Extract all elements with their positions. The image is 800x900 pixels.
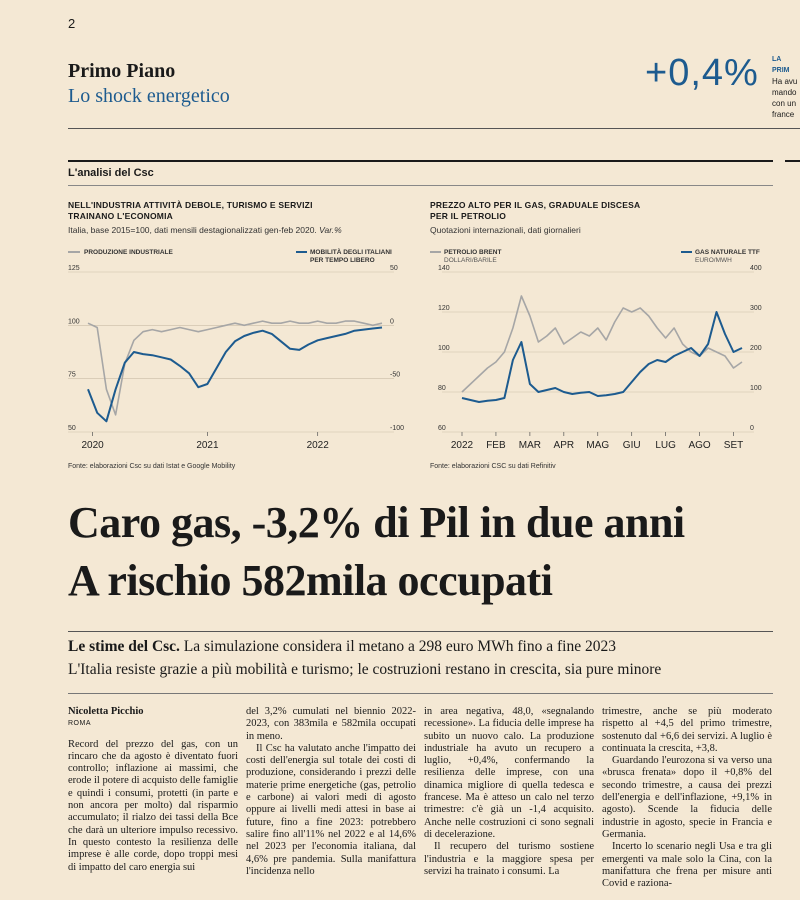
- chart-right-source: Fonte: elaborazioni CSC su dati Refinitiv: [430, 463, 556, 470]
- legend-mobility-line: MOBILITÀ DEGLI ITALIANI: [310, 249, 392, 256]
- analysis-label: L'analisi del Csc: [68, 167, 154, 179]
- sidebar-teaser-title: LA PRIM: [772, 56, 790, 74]
- deck-text: La simulazione considera il metano a 298 euro MWh fino a fine 2023: [179, 638, 616, 655]
- chart-right-series-line-0: [462, 296, 742, 392]
- deck-lead: Le stime del Csc.: [68, 638, 180, 655]
- legend-industrial-production: PRODUZIONE INDUSTRIALE: [84, 249, 173, 256]
- sidebar-stat: +0,4%: [645, 52, 759, 94]
- byline: Nicoletta Picchio: [68, 706, 144, 717]
- chart-left-subtitle-text: Italia, base 2015=100, dati mensili destagionalizzati gen-feb 2020.: [68, 225, 317, 235]
- chart-right-x-tick-label: MAG: [586, 440, 610, 451]
- chart-right-x-tick-label: LUG: [655, 440, 676, 451]
- legend-brent-unit: DOLLARI/BARILE: [444, 257, 497, 264]
- article-column-1: [68, 706, 238, 900]
- chart-left-title-line: TRAINANO L'ECONOMIA: [68, 211, 173, 221]
- sidebar-teaser-line: france: [772, 110, 795, 119]
- paragraph: Il Csc ha valutato anche l'impatto dei costi dell'energia sul totale dei costi di produzione, considerando i prezzi delle materie prime energetiche (gas, petrolio e carbone) ai valori medi di agosto oppure ai livelli medi attesi in base ai future, fino a fine 2023: potrebbero salire fino all'11% nel 2022 e al 14,6% nel 2023 per l'economia italiana, dal 4,6% pre pandemia. Sulla manifattura l'incidenza nello: [246, 742, 416, 877]
- chart-right-y-right-tick-label: 0: [750, 425, 754, 432]
- article-column-3: [424, 706, 594, 900]
- article-column-4: [602, 706, 772, 900]
- legend-ttf-line: GAS NATURALE TTF: [695, 249, 760, 256]
- sidebar-teaser-line: mando: [772, 88, 797, 97]
- paragraph: Guardando l'eurozona si va verso una «brusca frenata» dopo il +0,8% del secondo trimestre, a causa dei prezzi dell'energia e dell'inflazione, +9,1% in agosto). Scende la fiducia delle industrie in agosto, specie in Francia e Germania.: [602, 755, 772, 840]
- chart-right-y-right-tick-label: 300: [750, 305, 762, 312]
- chart-left: [68, 265, 404, 451]
- chart-right-y-left-tick-label: 80: [438, 385, 446, 392]
- paragraph: trimestre, anche se più moderato rispetto al +4,5 del primo trimestre, sostenuto dal +6,6 dei servizi. A luglio è continuata la crescita, +3,8.: [602, 706, 772, 754]
- legend-ttf-unit: EURO/MWH: [695, 257, 732, 264]
- chart-left-y-left-tick-label: 75: [68, 371, 76, 379]
- paragraph: Il recupero del turismo sostiene l'industria e la maggiore spesa per servizi ha trainato i consumi. La: [424, 841, 594, 877]
- sidebar-teaser-line: Ha avu: [772, 77, 798, 86]
- chart-left-y-left-tick-label: 50: [68, 425, 76, 432]
- headline-line-2: A rischio 582mila occupati: [68, 556, 553, 605]
- section-title: Primo Piano: [68, 60, 176, 82]
- chart-right-title-line: PER IL PETROLIO: [430, 211, 507, 221]
- chart-left-x-tick-label: 2021: [196, 440, 219, 451]
- chart-right-y-right-tick-label: 200: [750, 345, 762, 352]
- deck-line-1: [68, 638, 616, 656]
- chart-right-x-tick-label: SET: [723, 440, 744, 451]
- chart-left-y-left-tick-label: 100: [68, 318, 80, 326]
- chart-right-y-left-tick-label: 60: [438, 425, 446, 432]
- chart-right-x-tick-label: FEB: [486, 440, 506, 451]
- chart-left-x-tick-label: 2022: [306, 440, 329, 451]
- page-number: 2: [68, 16, 76, 31]
- body-divider: [68, 693, 773, 694]
- chart-left-y-left-tick-label: 125: [68, 265, 80, 272]
- chart-right-x-tick-label: AGO: [688, 440, 711, 451]
- headline-line-1: Caro gas, -3,2% di Pil in due anni: [68, 498, 685, 547]
- chart-right-x-tick-label: MAR: [518, 440, 541, 451]
- paragraph: Incerto lo scenario negli Usa e tra gli emergenti va male solo la Cina, con la manifattura che frena per misure anti Covid e raziona-: [602, 841, 772, 890]
- chart-left-y-right-tick-label: -100: [390, 425, 405, 432]
- chart-right-subtitle: Quotazioni internazionali, dati giornalieri: [430, 225, 581, 235]
- chart-right-y-left-tick-label: 120: [438, 305, 450, 312]
- chart-right-y-left-tick-label: 140: [438, 265, 450, 272]
- chart-left-series-line-1: [88, 328, 382, 422]
- article-column-2: [246, 706, 416, 900]
- legend-brent-line: PETROLIO BRENT: [444, 249, 502, 256]
- deck-line-2: L'Italia resiste grazie a più mobilità e turismo; le costruzioni restano in crescita, sia pure minore: [68, 661, 662, 678]
- chart-right-series-line-1: [462, 312, 742, 402]
- chart-right-x-tick-label: GIU: [622, 440, 641, 451]
- chart-left-y-right-tick-label: 0: [390, 318, 394, 326]
- chart-left-x-tick-label: 2020: [81, 440, 104, 451]
- chart-right-x-tick-label: APR: [553, 440, 575, 451]
- section-subtitle: Lo shock energetico: [68, 85, 230, 107]
- chart-right-y-right-tick-label: 100: [750, 385, 762, 392]
- headline-divider: [68, 631, 773, 632]
- paragraph: Record del prezzo del gas, con un rincaro che da agosto è diventato fuori controllo; inflazione ai massimi, che erode il potere di acquisto delle famiglie e quindi i consumi, protetti (in parte e non ancora per molto) dal risparmio accumulato; il rialzo dei tassi della Bce che darà un ulteriore impulso recessivo. In questo contesto la resilienza delle imprese è alle corde, dopo troppi mesi di impatto del caro energia sui: [68, 738, 238, 873]
- chart-right-y-right-tick-label: 400: [750, 265, 762, 272]
- chart-left-y-right-tick-label: 50: [390, 265, 398, 272]
- chart-left-source: Fonte: elaborazioni Csc su dati Istat e Google Mobility: [68, 463, 236, 470]
- legend-mobility-line: PER TEMPO LIBERO: [310, 257, 375, 264]
- chart-right: [438, 265, 762, 451]
- chart-left-title-line: NELL'INDUSTRIA ATTIVITÀ DEBOLE, TURISMO E SERVIZI: [68, 200, 313, 210]
- chart-right-x-tick-label: 2022: [450, 440, 474, 451]
- chart-left-y-right-tick-label: -50: [390, 371, 401, 379]
- byline-place: ROMA: [68, 720, 91, 728]
- sidebar-teaser-line: con un: [772, 99, 797, 108]
- chart-left-subtitle-unit: Var.%: [319, 225, 342, 235]
- chart-right-y-left-tick-label: 100: [438, 345, 450, 352]
- paragraph: del 3,2% cumulati nel biennio 2022-2023, con 383mila e 582mila occupati in meno.: [246, 706, 416, 742]
- paragraph: in area negativa, 48,0, «segnalando recessione». La fiducia delle imprese ha subito un nuovo calo. La produzione industriale ha avuto un recupero a luglio, +0,4%, confermando la resilienza delle imprese, con una dinamica migliore di quella tedesca e francese. Ma è atteso un calo nel terzo trimestre: c'è già un -1,4 acquisito. Anche nelle costruzioni ci sono segnali di decelerazione.: [424, 706, 594, 840]
- chart-right-title-line: PREZZO ALTO PER IL GAS, GRADUALE DISCESA: [430, 200, 641, 210]
